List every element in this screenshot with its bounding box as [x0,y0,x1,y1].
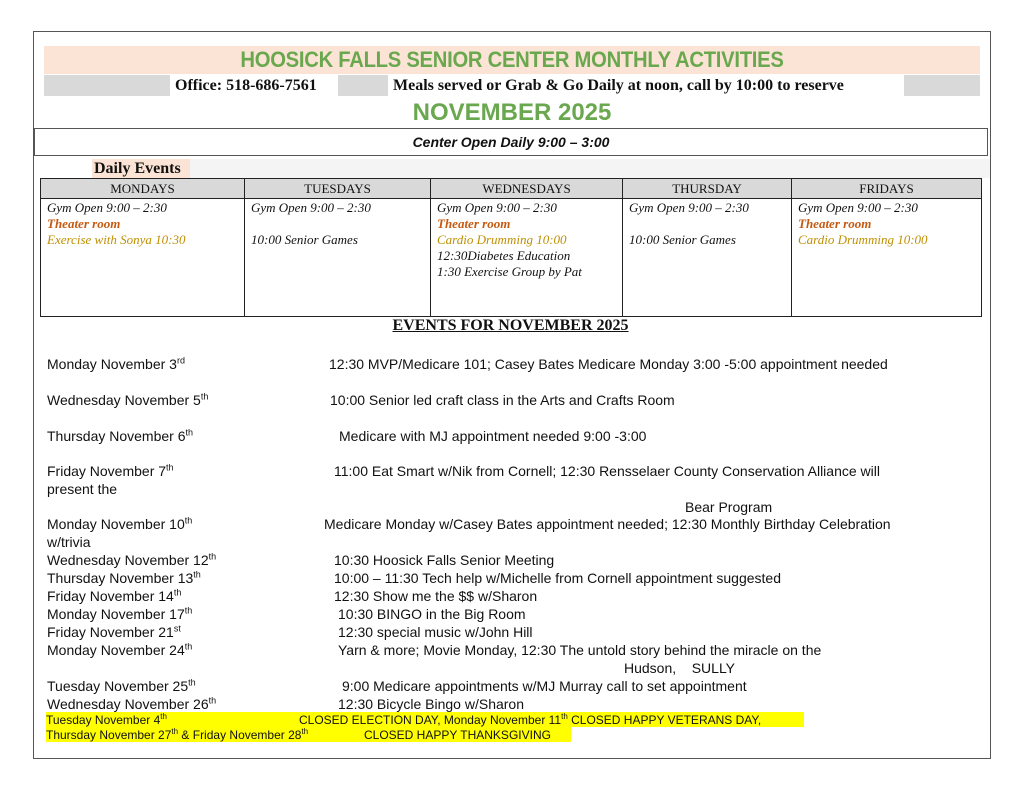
activity: 10:00 Senior Games [629,232,736,247]
event-text: Yarn & more; Movie Monday, 12:30 The untold story behind the miracle on the [338,642,822,658]
event-text: 12:30 Bicycle Bingo w/Sharon [338,696,524,712]
activity: 12:30Diabetes Education [437,248,571,263]
event-date: Wednesday November 26th [47,695,217,712]
event-date: Monday November 17th [47,605,193,622]
event-date: Wednesday November 12th [47,551,217,568]
table-row [41,199,982,317]
spacer [629,216,785,232]
daily-events-bar [190,159,990,178]
tuesday-cell [245,199,431,317]
event-text: 10:30 Hoosick Falls Senior Meeting [334,552,555,568]
gym-hours: Gym Open 9:00 – 2:30 [437,200,557,215]
event-date: Monday November 3rd [47,355,185,372]
theater-room: Theater room [47,216,121,231]
page-title: HOOSICK FALLS SENIOR CENTER MONTHLY ACTIVITIES [240,47,784,72]
event-text: 10:00 – 11:30 Tech help w/Michelle from Cornell appointment suggested [334,570,781,586]
closure-date: Thursday November 27th & Friday November 28th [46,727,309,742]
event-date: Thursday November 6th [47,427,194,444]
event-text-wrap: Bear Program [685,499,773,515]
closure-text: CLOSED HAPPY THANKSGIVING [364,728,551,742]
event-text: 9:00 Medicare appointments w/MJ Murray call to set appointment [342,678,747,694]
meals-info: Meals served or Grab & Go Daily at noon, call by 10:00 to reserve [393,77,844,94]
day-header: MONDAYS [41,179,245,199]
event-text: 12:30 MVP/Medicare 101; Casey Bates Medicare Monday 3:00 -5:00 appointment needed [329,356,888,372]
theater-room: Theater room [437,216,511,231]
wednesday-cell [431,199,623,317]
day-header: FRIDAYS [792,179,982,199]
event-text: 12:30 Show me the $$ w/Sharon [334,588,538,604]
daily-events-label: Daily Events [94,160,181,177]
event-text: 11:00 Eat Smart w/Nik from Cornell; 12:30 Rensselaer County Conservation Alliance will [334,463,880,479]
gym-hours: Gym Open 9:00 – 2:30 [798,200,918,215]
closure-text: CLOSED ELECTION DAY, Monday November 11th CLOSED HAPPY VETERANS DAY, [299,712,762,727]
open-hours: Center Open Daily 9:00 – 3:00 [34,128,988,156]
event-date: Friday November 7th [47,462,174,479]
spacer [251,216,424,232]
event-text: Medicare with MJ appointment needed 9:00 -3:00 [339,428,647,444]
event-date: Tuesday November 25th [47,677,196,694]
event-text: 12:30 special music w/John Hill [338,624,533,640]
event-text: 10:30 BINGO in the Big Room [338,606,526,622]
event-text-wrap: w/trivia [47,534,91,550]
day-header: WEDNESDAYS [431,179,623,199]
events-title: EVENTS FOR NOVEMBER 2025 [392,317,629,334]
event-date: Wednesday November 5th [47,391,209,408]
event-date: Monday November 24th [47,641,193,658]
thursday-cell [623,199,792,317]
event-text-wrap: Hudson, SULLY [624,660,736,676]
event-text: Medicare Monday w/Casey Bates appointment needed; 12:30 Monthly Birthday Celebration [324,516,891,532]
theater-room: Theater room [798,216,872,231]
activity: Cardio Drumming 10:00 [437,232,567,247]
event-date: Monday November 10th [47,515,193,532]
gym-hours: Gym Open 9:00 – 2:30 [251,200,371,215]
event-text-wrap: present the [47,481,118,497]
day-header: THURSDAY [623,179,792,199]
gym-hours: Gym Open 9:00 – 2:30 [47,200,167,215]
monday-cell [41,199,245,317]
gym-hours: Gym Open 9:00 – 2:30 [629,200,749,215]
closure-date: Tuesday November 4th [46,712,167,727]
daily-schedule-table [40,178,982,317]
office-phone: Office: 518-686-7561 [175,77,317,94]
day-header: TUESDAYS [245,179,431,199]
table-header-row [41,179,982,199]
month-title: NOVEMBER 2025 [412,99,612,126]
event-date: Friday November 21st [47,623,181,640]
activity: 10:00 Senior Games [251,232,358,247]
activity: Exercise with Sonya 10:30 [47,232,186,247]
event-date: Friday November 14th [47,587,182,604]
event-date: Thursday November 13th [47,569,201,586]
activity: 1:30 Exercise Group by Pat [437,264,582,279]
event-text: 10:00 Senior led craft class in the Arts and Crafts Room [330,392,675,408]
activity: Cardio Drumming 10:00 [798,232,928,247]
friday-cell [792,199,982,317]
